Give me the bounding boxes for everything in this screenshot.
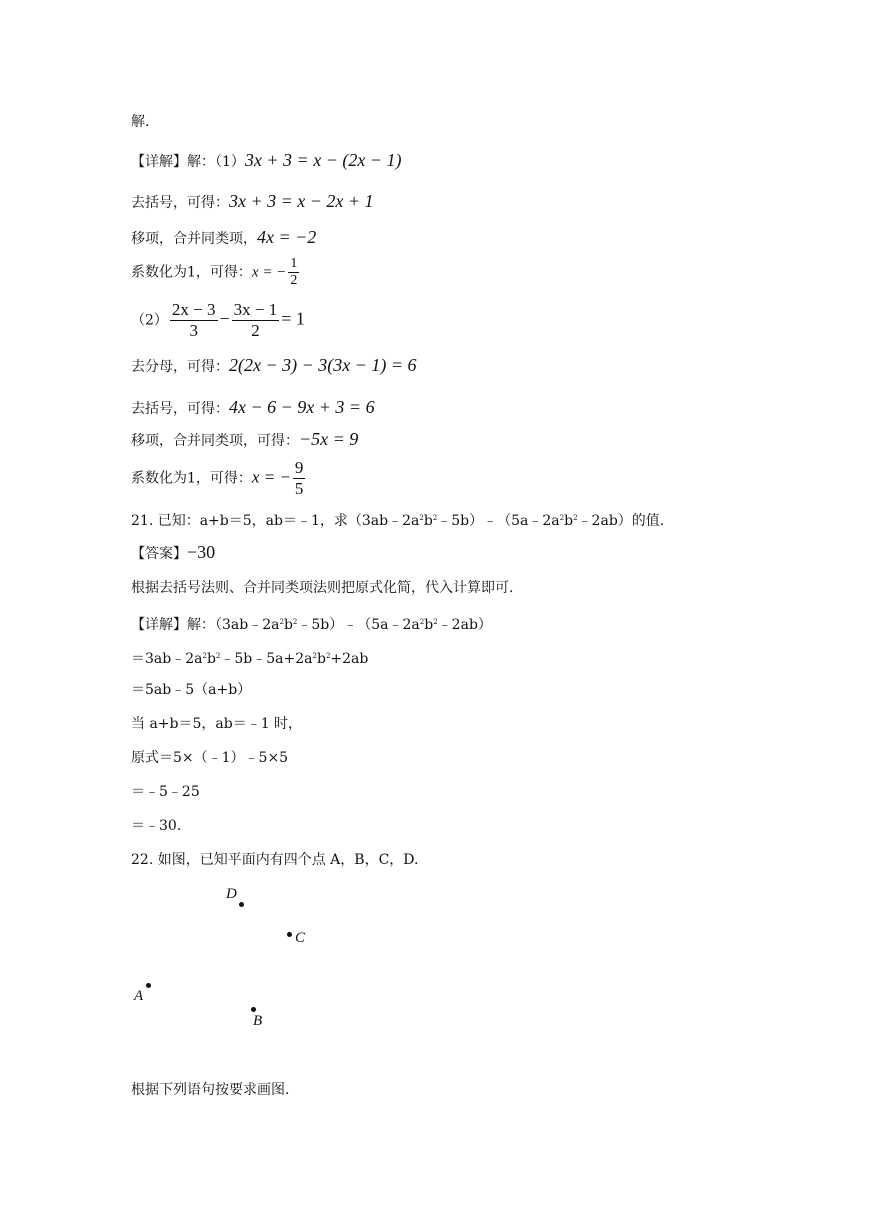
equation: x = − xyxy=(251,467,291,487)
solution-step xyxy=(131,300,305,341)
equation-rhs: = 1 xyxy=(281,308,305,329)
answer-value: −30 xyxy=(187,542,216,562)
minus-sign: − xyxy=(219,308,230,329)
equation: −5x = 9 xyxy=(299,429,359,449)
equation: 3x + 3 = x − (2x − 1) xyxy=(244,150,402,170)
step-label: 去括号，可得： xyxy=(131,195,229,211)
step-label: 去括号，可得： xyxy=(131,401,229,417)
solution-step xyxy=(131,191,374,213)
fraction: $\frac{2x - 3}{3}$ xyxy=(171,300,216,340)
detail-line: 【详解】解：$(3ab﹣2a^2b^2﹣5b)﹣(5a﹣2a^2b^2﹣2ab)$ xyxy=(131,617,492,633)
solution-step xyxy=(131,256,301,289)
detail-line: ＝﹣5﹣25 xyxy=(131,784,200,800)
detail-line: $=3ab﹣2a^2b^2﹣5b﹣5a+2a^2b^2+2ab$ xyxy=(131,651,369,667)
point-d-dot xyxy=(239,902,244,907)
equation: 3x + 3 = x − 2x + 1 xyxy=(229,191,374,211)
point-a-dot xyxy=(146,983,151,988)
step-label: 系数化为1，可得： xyxy=(131,470,252,487)
equation: 4x − 6 − 9x + 3 = 6 xyxy=(229,397,375,417)
answer-label: 【答案】 xyxy=(131,546,187,562)
solution-step xyxy=(131,227,316,249)
detail-line: ＝5ab﹣5（a+b） xyxy=(131,682,252,698)
hint-line: 根据去括号法则、合并同类项法则把原式化简，代入计算即可. xyxy=(131,580,514,596)
step-label: 去分母，可得： xyxy=(131,359,229,375)
question-21: 21. 已知：a+b＝5，ab＝﹣1，求$(3ab﹣2a^2b^2﹣5b)﹣(5a﹣2a^2b^2﹣2ab)$的值. xyxy=(131,513,665,529)
solution-step xyxy=(131,397,375,419)
step-label: 移项，合并同类项， xyxy=(131,231,257,247)
equation: x = − xyxy=(251,264,287,281)
solution-step xyxy=(131,355,417,377)
detail-line: ＝﹣30. xyxy=(131,818,182,834)
point-a-label: A xyxy=(134,988,144,1004)
step-label: 移项，合并同类项，可得： xyxy=(131,433,299,449)
step-label: （2） xyxy=(131,312,168,329)
point-c-dot xyxy=(287,932,292,937)
detail-line: 当 a+b＝5，ab＝﹣1 时， xyxy=(131,716,303,732)
solution-step xyxy=(131,429,358,451)
solution-step xyxy=(131,458,307,499)
detail-line: 原式＝5×（﹣1）﹣5×5 xyxy=(131,750,289,766)
text-line: 解. xyxy=(131,114,150,130)
answer-line xyxy=(131,542,215,564)
point-d-label: D xyxy=(226,886,237,902)
question-22: 22. 如图，已知平面内有四个点 A，B，C，D. xyxy=(131,852,419,868)
fraction: $\frac{1}{2}$ xyxy=(290,256,298,288)
equation: 4x = −2 xyxy=(257,227,317,247)
step-label: 系数化为1，可得： xyxy=(131,264,252,281)
point-b-label: B xyxy=(253,1013,263,1029)
text-line: 根据下列语句按要求画图. xyxy=(131,1082,290,1098)
fraction: $\frac{9}{5}$ xyxy=(294,458,304,498)
equation: 2(2x − 3) − 3(3x − 1) = 6 xyxy=(229,355,417,375)
point-b-dot xyxy=(251,1007,256,1012)
point-c-label: C xyxy=(295,930,306,946)
solution-step xyxy=(131,150,401,172)
step-label: 【详解】解：（1） xyxy=(131,154,245,170)
fraction: $\frac{3x - 1}{2}$ xyxy=(233,300,278,340)
